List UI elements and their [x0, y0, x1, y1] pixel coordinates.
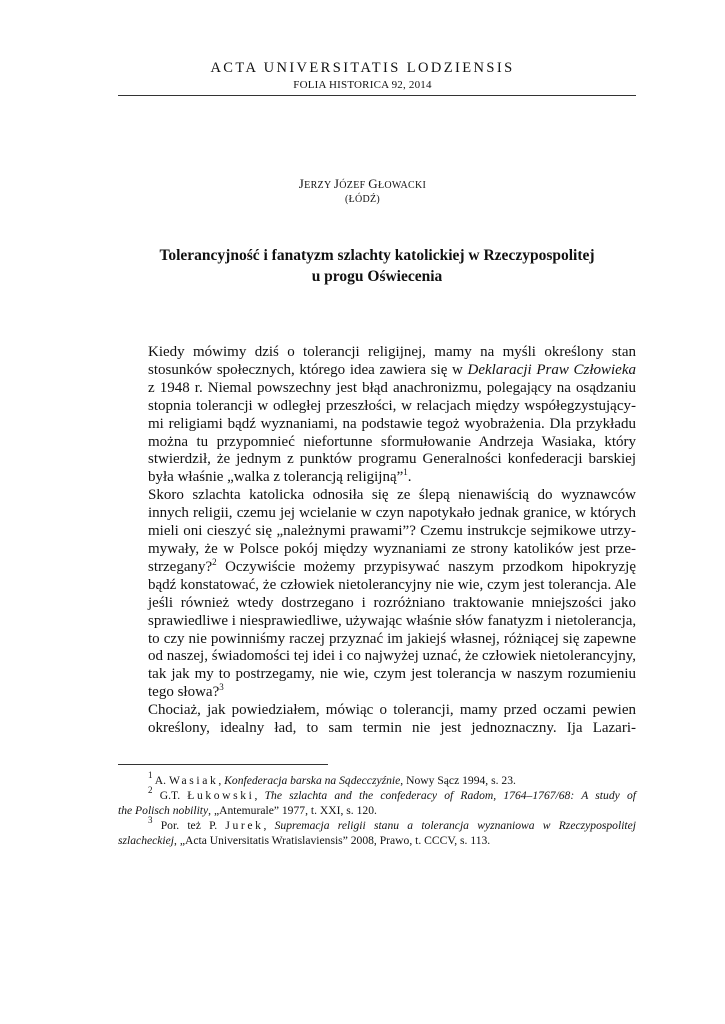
text-line: tak jak my to postrzegamy, nie wie, czym jest tolerancja w naszym rozumieniu	[148, 666, 636, 683]
text-line: Skoro szlachta katolicka odnosiła się ze ślepą nienawiścią do wyznawców	[148, 487, 636, 504]
footnote-1: $^1$ A. Wasiak, Konfederacja barska na Sądecczyźnie, Nowy Sącz 1994, s. 23.	[148, 770, 516, 787]
text-line: jeśli również wtedy dostrzegano i rozróżniano traktowanie mniejszości jako	[148, 594, 636, 611]
footnote-rule	[118, 764, 328, 765]
article-title	[118, 245, 636, 287]
footnote-ref-3[interactable]: 3	[219, 682, 224, 693]
text-line: stwierdził, że jednym z punktów programu Generalności konfederacji barskiej	[148, 451, 636, 468]
text-line: innych religii, czemu jej wcielanie w czyn napotykało jednak granice, w których	[148, 505, 636, 522]
text-line: strzegany?$^2$ Oczywiście możemy przypisywać naszym przodkom hipokryzję	[148, 556, 636, 575]
footnote-ref-2[interactable]: 2	[212, 556, 217, 567]
footnotes	[118, 770, 636, 848]
text-line: mi religiami bądź wyznaniami, na podstawie tegoż wyobrażenia. Dla przykładu	[148, 415, 636, 432]
footnote-3-cont: szlacheckiej, „Acta Universitatis Wratislaviensis” 2008, Prawo, t. CCCV, s. 113.	[118, 834, 491, 847]
text-line: z 1948 r. Niemal powszechny jest błąd anachronizmu, polegający na osądzaniu	[148, 379, 636, 396]
spaced-surname: Jurek	[225, 819, 264, 832]
footnote-2-cont: the Polisch nobility, „Antemurale” 1977, t. XXI, s. 120.	[118, 804, 377, 817]
text-line: była właśnie „walka z tolerancją religijną”$^1$.	[148, 467, 412, 486]
paragraph-2	[118, 487, 636, 702]
paragraph-3	[118, 702, 636, 738]
text-line: mywały, że w Polsce pokój między wyznaniami ze strony katolików jest prze-	[148, 540, 636, 557]
author-name: JERZY JÓZEF GŁOWACKI	[298, 176, 427, 191]
emphasis: Deklaracji Praw Człowieka	[467, 361, 636, 378]
text-line: to czy nie powinniśmy raczej przyznać im jakiejś własnej, różniącej się zapewne	[148, 630, 636, 647]
footnote-ref-1[interactable]: 1	[403, 467, 408, 478]
text-line: Chociaż, jak powiedziałem, mówiąc o tolerancji, mamy przed oczami pewien	[148, 702, 636, 719]
text-line: stopnia tolerancji w odległej przeszłości, w relacjach między współegzystujący-	[148, 397, 636, 414]
footnote-2: $^2$ G.T. Łukowski, The szlachta and the confederacy of Radom, 1764–1767/68: A study of	[148, 785, 636, 802]
journal-series: FOLIA HISTORICA 92, 2014	[293, 79, 432, 91]
text-line: można tu przypomnieć niefortunne sformułowanie Andrzeja Wasiaka, który	[148, 433, 636, 450]
spaced-surname: Łukowski	[187, 789, 255, 802]
text-line: sprawiedliwe i niesprawiedliwe, używając właśnie słów fanatyzm i nietolerancja,	[148, 612, 637, 629]
text-line: stosunków społecznych, którego idea zawiera się w Deklaracji Praw Człowieka	[148, 361, 636, 378]
text-line: Kiedy mówimy dziś o tolerancji religijnej, mamy na myśli określony stan	[148, 344, 636, 360]
journal-name: ACTA UNIVERSITATIS LODZIENSIS	[210, 60, 515, 76]
text-line: tego słowa?$^3$	[148, 682, 224, 701]
text-line: od naszej, świadomości tej idei i co najwyżej uznać, że człowiek nietolerancyjny,	[148, 648, 637, 665]
text-line: określony, idealny ład, to sam termin nie jest jednoznaczny. Ija Lazari-	[148, 720, 636, 737]
text-line: bądź konstatować, że człowiek nietolerancyjny nie wie, czym jest tolerancja. Ale	[148, 576, 636, 593]
text-line: mieli oni cieszyć się „należnymi prawami”? Czemu instrukcje sejmikowe utrzy-	[148, 523, 636, 540]
paragraph-1	[118, 344, 636, 487]
article-body	[118, 344, 636, 738]
title-line: u progu Oświecenia	[311, 268, 443, 285]
footnote-3: $^3$ Por. też P. Jurek, Supremacja religii stanu a tolerancja wyznaniowa w Rzeczypospolitej	[148, 815, 636, 832]
author-affiliation: (ŁÓDŹ)	[344, 194, 381, 205]
spaced-surname: Wasiak	[168, 774, 219, 787]
header-rule	[118, 95, 636, 96]
title-line: Tolerancyjność i fanatyzm szlachty katolickiej w Rzeczypospolitej	[159, 247, 595, 264]
